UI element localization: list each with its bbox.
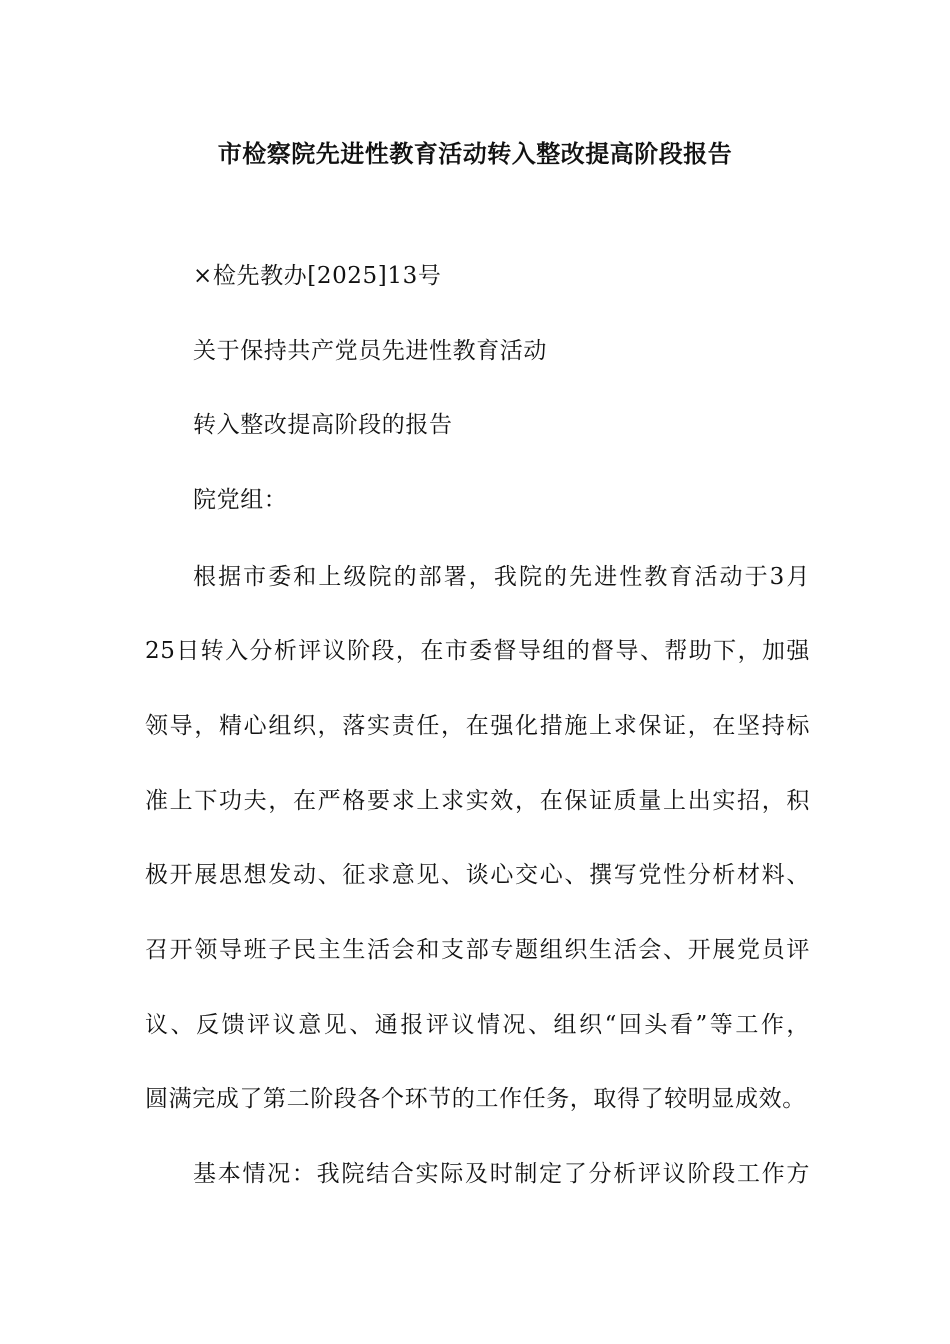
paragraph-1-line: 根据市委和上级院的部署，我院的先进性教育活动于3月: [193, 564, 810, 590]
paragraph-1-line: 领导，精心组织，落实责任，在强化措施上求保证，在坚持标: [145, 713, 810, 739]
paragraph-1-line: 议、反馈评议意见、通报评议情况、组织“回头看”等工作，: [145, 1012, 810, 1038]
paragraph-1-line: 召开领导班子民主生活会和支部专题组织生活会、开展党员评: [145, 937, 810, 963]
subject-line-1: 关于保持共产党员先进性教育活动: [193, 338, 547, 364]
paragraph-1-line: 圆满完成了第二阶段各个环节的工作任务，取得了较明显成效。: [145, 1086, 806, 1112]
paragraph-1-line: 准上下功夫，在严格要求上求实效，在保证质量上出实招，积: [145, 788, 810, 814]
paragraph-2-line: 基本情况：我院结合实际及时制定了分析评议阶段工作方: [193, 1161, 810, 1187]
document-number: ×检先教办[2025]13号: [193, 263, 442, 289]
paragraph-1-line: 25日转入分析评议阶段，在市委督导组的督导、帮助下，加强: [145, 638, 810, 664]
document-title: 市检察院先进性教育活动转入整改提高阶段报告: [217, 139, 733, 168]
subject-line-2: 转入整改提高阶段的报告: [193, 412, 453, 438]
salutation: 院党组：: [193, 487, 288, 513]
paragraph-1-line: 极开展思想发动、征求意见、谈心交心、撰写党性分析材料、: [145, 862, 810, 888]
